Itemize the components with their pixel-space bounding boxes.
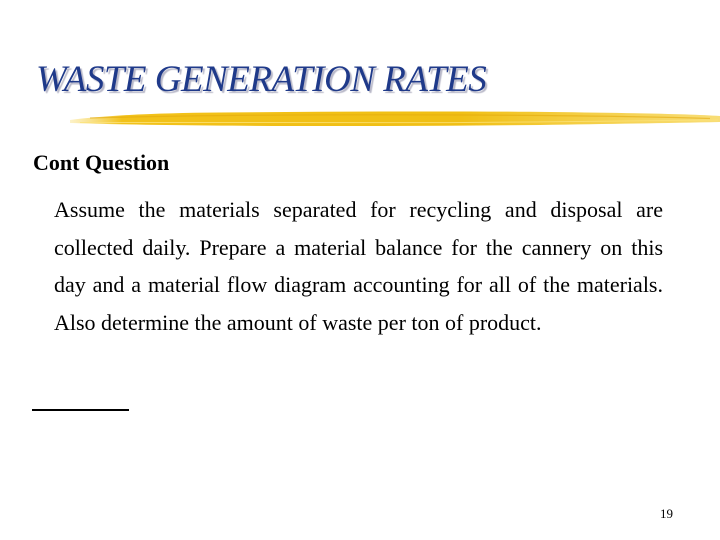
title-underline-brushstroke xyxy=(70,106,720,132)
footnote-rule xyxy=(32,409,129,411)
question-paragraph: Assume the materials separated for recycling and disposal are collected daily. Prepare a material balance for the cannery on this day and a material flow diagram accounting for all of the materials. Also determine the amount of waste per ton of product. xyxy=(54,197,663,335)
page-number: 19 xyxy=(660,506,673,521)
section-heading: Cont Question xyxy=(33,150,170,175)
slide-title: WASTE GENERATION RATES xyxy=(36,59,487,100)
